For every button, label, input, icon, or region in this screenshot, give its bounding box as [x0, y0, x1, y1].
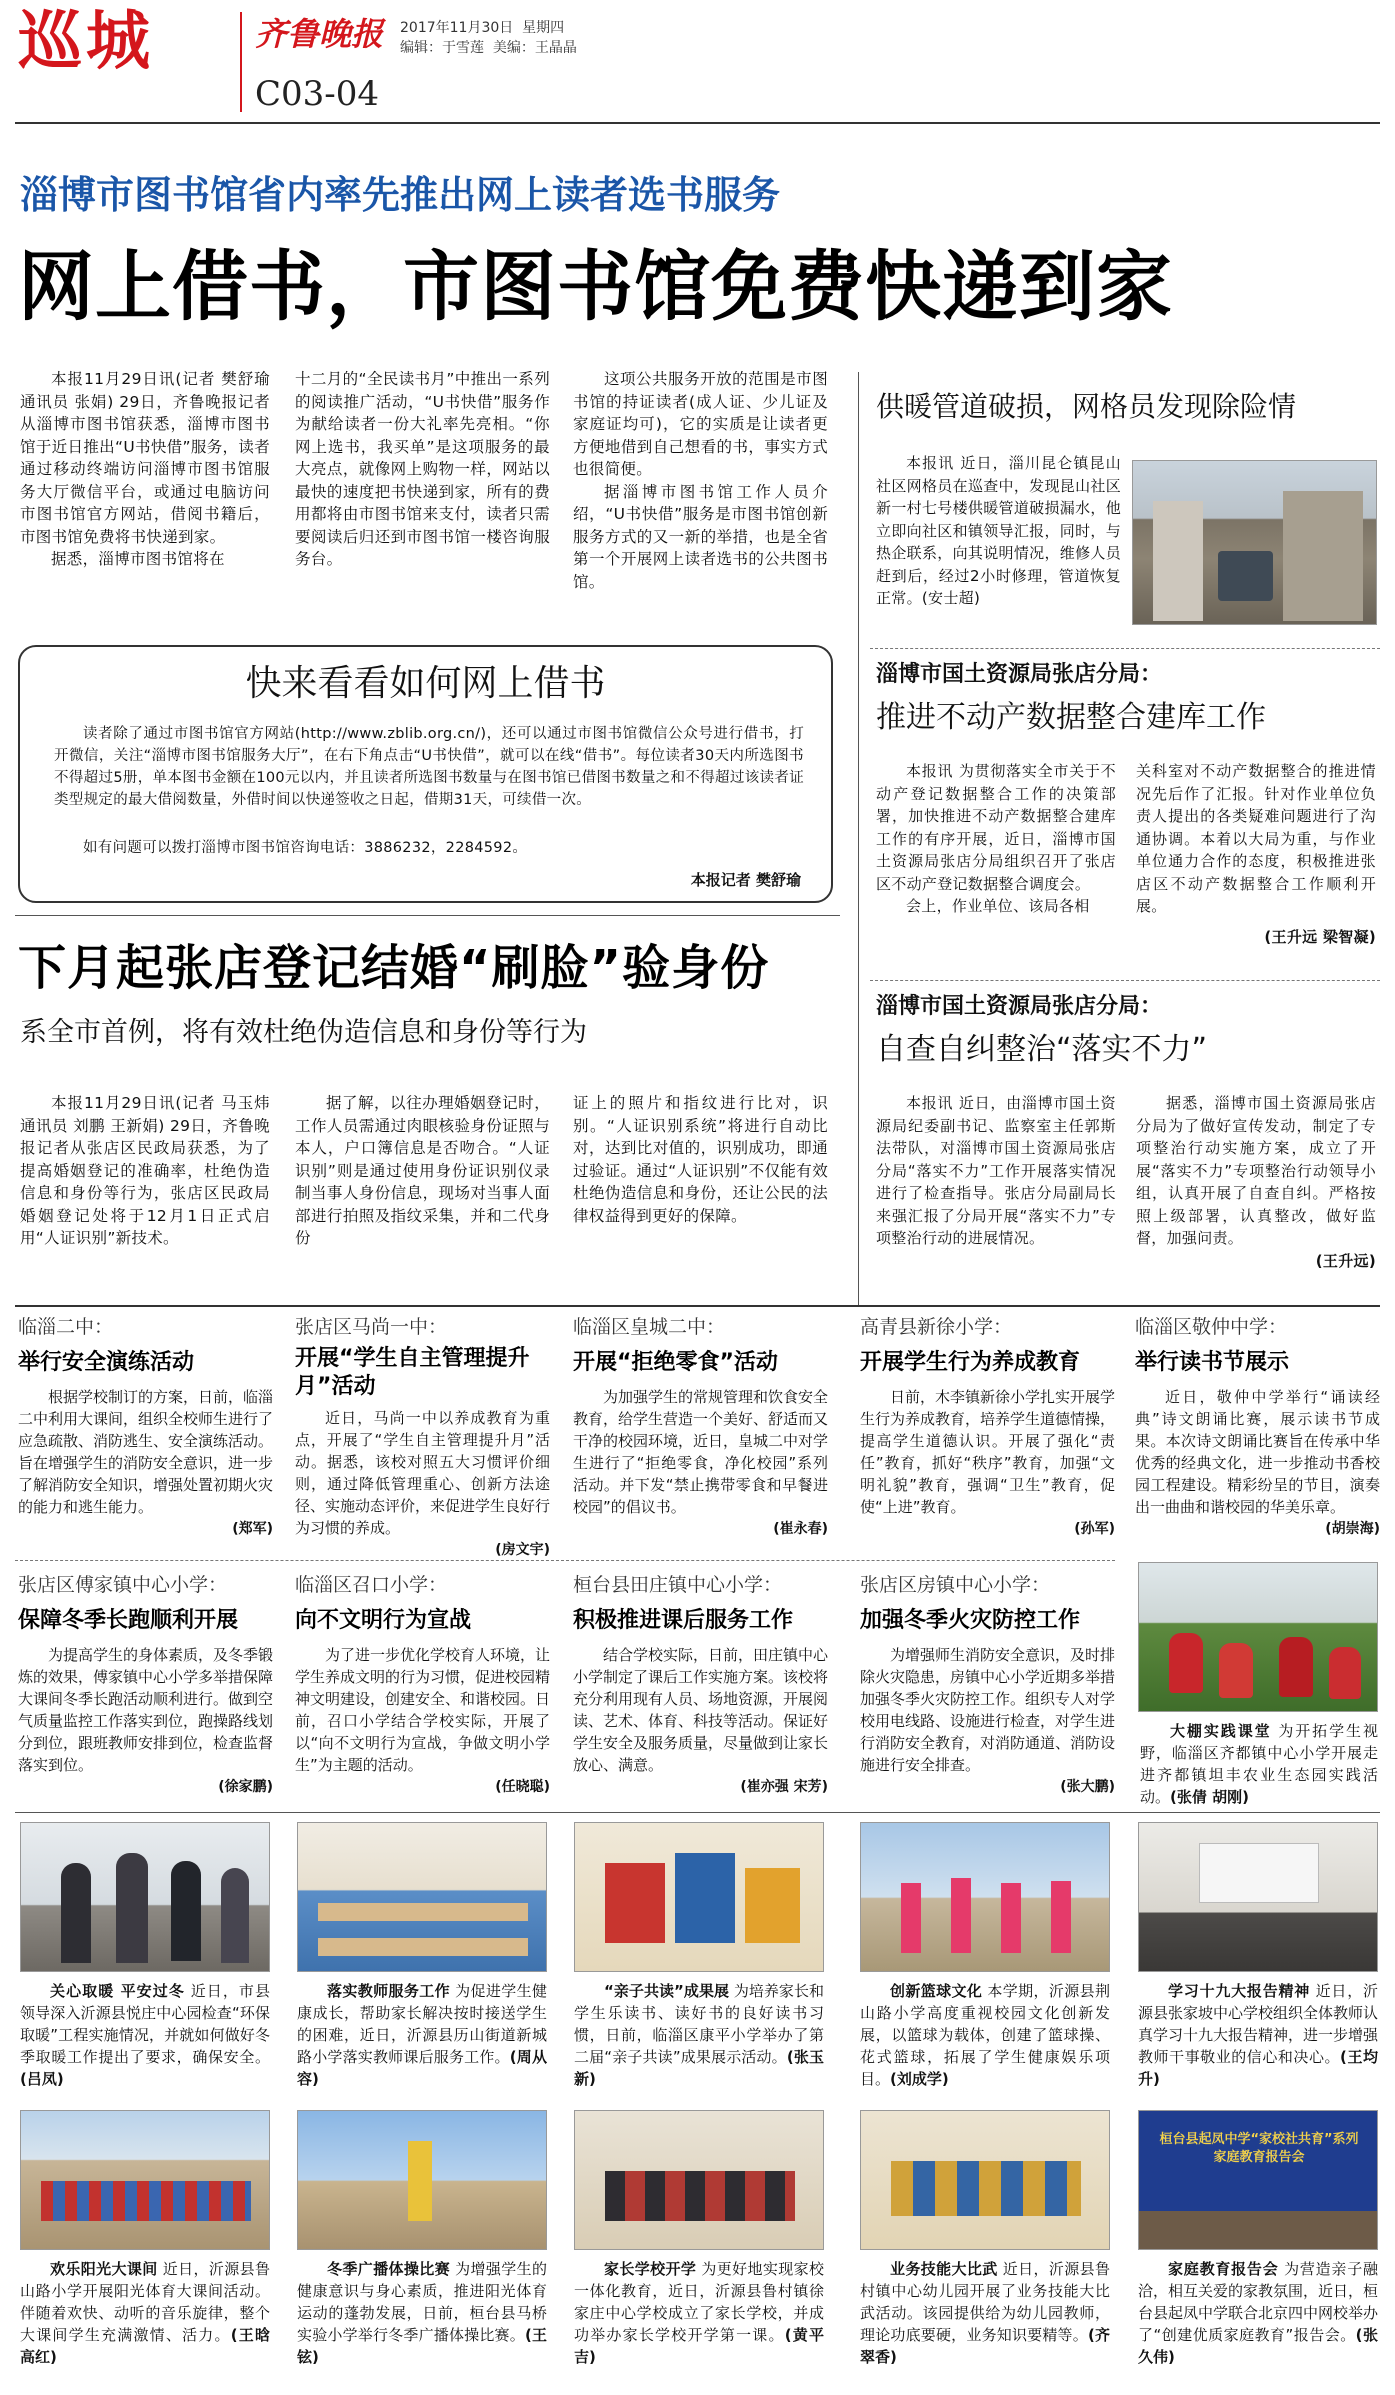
photo-caption-title: 关心取暖 平安过冬 — [50, 1982, 185, 2000]
brief2-col1-text2: 会上，作业单位、该局各相 — [906, 897, 1090, 915]
lead-col2-text: 十二月的“全民读书月”中推出一系列的阅读推广活动，“U书快借”服务作为献给读者一份大礼率先亮相。“你网上选书，我买单”是这项服务的最大亮点，就像网上购物一样，网站以最快的速度把书快递到家，所有的费用都将由市图书馆来支付，读者只需要阅读后归还到市图书馆一楼咨询服务台。 — [295, 370, 550, 568]
photo-caption-body: 为促进学生健康成长，帮助家长解决按时接送学生的困难，近日，沂源县历山街道新城路小学落实教师课后服务工作。 — [297, 1982, 547, 2066]
row1-title: 举行读书节展示 — [1135, 1350, 1290, 1375]
farm-photo — [1138, 1562, 1378, 1712]
photo1-2-caption — [297, 1980, 547, 2090]
photo-caption-body: 近日，沂源县张家坡中心学校组织全体教师认真学习十九大报告精神，进一步增强教师干事敬业的信心和决心。 — [1138, 1982, 1379, 2066]
row1-signature: (房文宇) — [495, 1542, 550, 1558]
row2-title: 加强冬季火灾防控工作 — [860, 1608, 1081, 1633]
row2-school: 桓台县田庄镇中心小学： — [573, 1574, 783, 1596]
photo-caption-title: 家庭教育报告会 — [1168, 2260, 1279, 2278]
photo-caption-body: 为营造亲子融洽，相互关爱的家教氛围，近日，桓台县起凤中学联合北京四中网校举办了“创建优质家庭教育”报告会。 — [1138, 2260, 1379, 2344]
row2-title: 向不文明行为宣战 — [295, 1608, 472, 1633]
lead-headline: 网上借书，市图书馆免费快递到家 — [18, 242, 1173, 331]
row2-school: 张店区傅家镇中心小学： — [18, 1574, 228, 1596]
brief2-col2 — [1136, 760, 1376, 948]
row2-item-1 — [18, 1570, 273, 1796]
row1-item-2 — [295, 1312, 550, 1559]
masthead-info — [400, 18, 577, 58]
photo-caption-signature: (王铉) — [297, 2326, 547, 2366]
photo-caption-body: 为增强学生的健康意识与身心素质，推进阳光体育运动的蓬勃发展，日前，桓台县马桥实验小学举行冬季广播体操比赛。 — [297, 2260, 547, 2344]
row2-body: 结合学校实际，日前，田庄镇中心小学制定了课后工作实施方案。该校将充分利用现有人员、场地资源，开展阅读、艺术、体育、科技等活动。保证好学生安全及服务质量，尽量做到让家长放心、满意。 — [573, 1646, 829, 1774]
row2-school: 临淄区召口小学： — [295, 1574, 448, 1596]
row2-item-3 — [573, 1570, 828, 1796]
photo2-1-caption — [20, 2258, 270, 2368]
row2-title: 保障冬季长跑顺利开展 — [18, 1608, 239, 1633]
row2-item-4 — [860, 1570, 1115, 1796]
lead-col3-text: 这项公共服务开放的范围是市图书馆的持证读者(成人证、少儿证及家庭证均可)，它的实质是让读者更方便地借到自己想看的书，事实方式也很简便。 — [573, 370, 828, 478]
brief3-col2-text: 据悉，淄博市国土资源局张店分局为了做好宣传发动，制定了专项整治行动实施方案，成立了开展“落实不力”专项整治行动领导小组，认真开展了自查自纠。严格按照上级部署，认真整改，做好监督，加强问责。 — [1136, 1094, 1376, 1247]
row1-body: 根据学校制订的方案，日前，临淄二中利用大课间，组织全校师生进行了应急疏散、消防逃生、安全演练活动。旨在增强学生的消防安全意识，进一步了解消防安全知识，增强处置初期火灾的能力和逃生能力。 — [18, 1388, 274, 1516]
row1-body: 近日，敬仲中学举行“诵读经典”诗文朗诵比赛，展示读书节成果。本次诗文朗诵比赛旨在传承中华优秀的经典文化，进一步推动书香校园工程建设。精彩纷呈的节目，演奏出一曲曲和谐校园的华美乐章。 — [1135, 1388, 1380, 1516]
row2-signature: (崔亦强 宋芳) — [740, 1779, 828, 1795]
lead-col3-text2: 据淄博市图书馆工作人员介绍，“U书快借”服务是市图书馆创新服务方式的又一新的举措，也是全省第一个开展网上读者选书的公共图书馆。 — [573, 482, 828, 591]
photo1-5 — [1138, 1822, 1378, 1972]
photo-caption-signature: (张玉新) — [574, 2048, 825, 2088]
photo1-4-caption — [860, 1980, 1110, 2090]
lead-col1 — [20, 368, 270, 571]
brief2-col2-text: 关科室对不动产数据整合的推进情况先后作了汇报。针对作业单位负责人提出的各类疑难问题进行了沟通协调。本着以大局为重，与作业单位通力合作的态度，积极推进张店区不动产数据整合工作顺利开展。 — [1136, 762, 1376, 915]
photo-caption-signature: (周从容) — [297, 2048, 547, 2088]
howto-title: 快来看看如何网上借书 — [245, 663, 606, 704]
photo2-3 — [574, 2110, 824, 2250]
row1-signature: (崔永春) — [773, 1521, 828, 1537]
issue-date: 2017年11月30日 — [400, 20, 514, 36]
brief2-signature: (王升远 梁智凝) — [1264, 927, 1376, 946]
row2-signature: (张大鹏) — [1060, 1779, 1115, 1795]
row1-school: 张店区马尚一中： — [295, 1316, 448, 1338]
photo2-4 — [860, 2110, 1110, 2250]
row1-body: 为加强学生的常规管理和饮食安全教育，给学生营造一个美好、舒适而又干净的校园环境，近日，皇城二中对学生进行了“拒绝零食，净化校园”系列活动。并下发“禁止携带零食和早餐进校园”的倡议书。 — [573, 1388, 829, 1516]
row2-title: 积极推进课后服务工作 — [573, 1608, 794, 1633]
photo-caption-title: “亲子共读”成果展 — [604, 1982, 730, 2000]
brief2-col1-text: 本报讯 为贯彻落实全市关于不动产登记数据整合工作的决策部署，加快推进不动产数据整合建库工作的有序开展，近日，淄博市国土资源局张店分局组织召开了张店区不动产登记数据整合调度会。 — [876, 762, 1116, 893]
section-title: 巡城 — [18, 5, 154, 79]
brief3-col2 — [1136, 1092, 1376, 1272]
photo2-1 — [20, 2110, 270, 2250]
lead-col2 — [295, 368, 550, 571]
photo1-1-caption — [20, 1980, 270, 2090]
story2-subhead: 系全市首例，将有效杜绝伪造信息和身份等行为 — [20, 1017, 587, 1048]
photo-caption-signature: (吕凤) — [20, 2070, 64, 2088]
photo-caption-body: 为培养家长和学生乐读书、读好书的良好读书习惯，日前，临淄区康平小学举办了第二届“亲子共读”成果展示活动。 — [574, 1982, 824, 2066]
row1-school: 高青县新徐小学： — [860, 1316, 1013, 1338]
school-section-rule — [15, 1305, 1380, 1307]
issue-weekday: 星期四 — [522, 20, 565, 36]
row2-rule — [15, 1560, 1115, 1561]
photo1-1 — [20, 1822, 270, 1972]
photo2-4-caption — [860, 2258, 1110, 2368]
brief3-kicker: 淄博市国土资源局张店分局： — [876, 994, 1163, 1019]
photo1-3 — [574, 1822, 824, 1972]
row2-body: 为了进一步优化学校育人环境，让学生养成文明的行为习惯，促进校园精神文明建设，创建安全、和谐校园。日前，召口小学结合学校实际，开展了以“向不文明行为宣战，争做文明小学生”为主题的活动。 — [295, 1646, 551, 1774]
story2-col3: 证上的照片和指纹进行比对，识别。“人证识别系统”将进行自动比对，达到比对值的，识别成功，即通过验证。通过“人证识别”不仅能有效杜绝伪造信息和身份，还让公民的法律权益得到更好的保障。 — [573, 1094, 828, 1225]
page-number: C03-04 — [255, 74, 380, 114]
lead-col3 — [573, 368, 828, 593]
row1-item-3 — [573, 1312, 828, 1538]
row2-signature: (徐家鹏) — [218, 1779, 273, 1795]
paper-logo: 齐鲁晚报 — [255, 15, 384, 53]
photo-caption-signature: (王均升) — [1138, 2048, 1378, 2088]
photo-caption-body: 近日，市县领导深入沂源县悦庄中心园检查“环保取暖”工程实施情况，并就如何做好冬季取暖工作提出了要求，确保安全。 — [20, 1982, 270, 2066]
story2-rule — [15, 915, 840, 916]
row1-title: 举行安全演练活动 — [18, 1350, 195, 1375]
photo-row1-rule — [15, 1812, 1380, 1813]
photo2-2-caption — [297, 2258, 547, 2368]
row2-body: 为增强师生消防安全意识，及时排除火灾隐患，房镇中心小学近期多举措加强冬季火灾防控工作。组织专人对学校用电线路、设施进行检查，对学生进行消防安全教育，对消防通道、消防设施进行安全排查。 — [860, 1646, 1116, 1774]
lead-col1-text2: 据悉，淄博市图书馆将在 — [51, 550, 225, 568]
row2-body: 为提高学生的身体素质，及冬季锻炼的效果，傅家镇中心小学多举措保障大课间冬季长跑活动顺利进行。做到空气质量监控工作落实到位，跑操路线划分到位，跟班教师安排到位，检查监督落实到位。 — [18, 1646, 274, 1774]
lead-kicker: 淄博市图书馆省内率先推出网上读者选书服务 — [20, 173, 781, 217]
row1-school: 临淄二中： — [18, 1316, 114, 1338]
row2-signature: (任晓聪) — [495, 1779, 550, 1795]
editor-credit: 编辑：于雪莲 — [400, 40, 484, 56]
row1-title: 开展学生行为养成教育 — [860, 1350, 1081, 1375]
row2-item-2 — [295, 1570, 550, 1796]
lecture-banner: 桓台县起凤中学“家校社共育”系列家庭教育报告会 — [1159, 2132, 1359, 2165]
photo-caption-signature: (王晗 高红) — [20, 2326, 270, 2366]
farm-caption-body: 为开拓学生视野，临淄区齐都镇中心小学开展走进齐都镇坦丰农业生态园实践活动。 — [1140, 1722, 1378, 1806]
photo-caption-signature: (齐翠香) — [860, 2326, 1110, 2366]
story2-headline: 下月起张店登记结婚“刷脸”验身份 — [18, 940, 770, 996]
row1-body: 日前，木李镇新徐小学扎实开展学生行为养成教育，培养学生道德情操，提高学生道德认识。开展了强化“责任”教育，抓好“秩序”教育，加强“文明礼貌”教育，强调“卫生”教育，促使“上进”教育。 — [860, 1388, 1116, 1516]
photo-caption-signature: (张久伟) — [1138, 2326, 1379, 2366]
photo-caption-signature: (黄平吉) — [574, 2326, 824, 2366]
photo2-5-caption — [1138, 2258, 1378, 2368]
photo2-3-caption — [574, 2258, 824, 2368]
row1-item-1 — [18, 1312, 273, 1538]
photo1-2 — [297, 1822, 547, 1972]
row1-title: 开展“学生自主管理提升月”活动 — [295, 1346, 530, 1399]
photo-caption-title: 家长学校开学 — [604, 2260, 697, 2278]
row1-school: 临淄区皇城二中： — [573, 1316, 726, 1338]
photo-caption-body: 本学期，沂源县荆山路小学高度重视校园文化创新发展，以篮球为载体，创建了篮球操、花式篮球，拓展了学生健康娱乐项目。 — [860, 1982, 1110, 2088]
brief1-photo — [1132, 460, 1377, 625]
row2-school: 张店区房镇中心小学： — [860, 1574, 1051, 1596]
brief2-title: 推进不动产数据整合建库工作 — [876, 700, 1266, 735]
photo2-5 — [1138, 2110, 1378, 2250]
photo-caption-title: 冬季广播体操比赛 — [327, 2260, 450, 2278]
row1-body: 近日，马尚一中以养成教育为重点，开展了“学生自主管理提升月”活动。据悉，该校对照五大习惯评价细则，通过降低管理重心、创新方法途径、实施动态评价，来促进学生良好行为习惯的养成。 — [295, 1409, 551, 1537]
photo-caption-title: 业务技能大比武 — [890, 2260, 998, 2278]
brief1-title: 供暖管道破损，网格员发现除险情 — [876, 390, 1297, 423]
row1-item-5 — [1135, 1312, 1380, 1538]
brief3-title: 自查自纠整治“落实不力” — [876, 1032, 1208, 1067]
brief1-body: 本报讯 近日，淄川昆仑镇昆山社区网格员在巡查中，发现昆山社区新一村七号楼供暖管道破损漏水，他立即向社区和镇领导汇报，同时，与热企联系，向其说明情况，维修人员赶到后，经过2小时修理，管道恢复正常。(安士超) — [876, 454, 1121, 607]
farm-caption-title: 大棚实践课堂 — [1170, 1722, 1272, 1740]
lead-col1-text: 本报11月29日讯(记者 樊舒瑜 通讯员 张娟) 29日，齐鲁晚报记者从淄博市图书馆获悉，淄博市图书馆于近日推出“U书快借”服务，读者通过移动终端访问淄博市图书馆服务大厅微信平台，或通过电脑访问市图书馆官方网站，借阅书籍后，市图书馆免费将书快递到家。 — [20, 370, 270, 546]
brief3-col1: 本报讯 近日，由淄博市国土资源局纪委副书记、监察室主任郭斯法带队，对淄博市国土资源局张店分局“落实不力”工作开展落实情况进行了检查指导。张店分局副局长来强汇报了分局开展“落实不力”专项整治行动的进展情况。 — [876, 1094, 1116, 1247]
howto-contact: 如有问题可以拨打淄博市图书馆咨询电话：3886232，2284592。 — [83, 840, 528, 856]
photo-caption-body: 近日，沂源县鲁村镇中心幼儿园开展了业务技能大比武活动。该园提供给为幼儿园教师，理论功底要硬，业务知识要精等。 — [860, 2260, 1110, 2344]
row1-signature: (孙军) — [1074, 1521, 1115, 1537]
masthead-divider — [240, 12, 242, 112]
row1-item-4 — [860, 1312, 1115, 1538]
photo1-5-caption — [1138, 1980, 1378, 2090]
photo-caption-body: 近日，沂源县鲁山路小学开展阳光体育大课间活动。伴随着欢快、动听的音乐旋律，整个大课间学生充满激情、活力。 — [20, 2260, 270, 2344]
howto-body: 读者除了通过市图书馆官方网站(http://www.zblib.org.cn/)，还可以通过市图书馆微信公众号进行借书，打开微信，关注“淄博市图书馆服务大厅”，在右下角点击“U书快借”，就可以在线“借书”。每位读者30天内所选图书不得超过5册，单本图书金额在100元以内，并且读者所选图书数量与在图书馆已借图书数量之和不得超过该读者证类型规定的最大借阅数量，外借时间以快递签收之日起，借期31天，可续借一次。 — [54, 726, 804, 808]
right-column-rule — [858, 372, 859, 1307]
photo-caption-title: 创新篮球文化 — [890, 1982, 983, 2000]
row1-title: 开展“拒绝零食”活动 — [573, 1350, 778, 1375]
designer-credit: 美编：王晶晶 — [492, 40, 577, 56]
photo-caption-title: 学习十九大报告精神 — [1168, 1982, 1311, 2000]
masthead-rule — [15, 122, 1380, 124]
photo-caption-title: 欢乐阳光大课间 — [50, 2260, 158, 2278]
photo1-4 — [860, 1822, 1110, 1972]
howto-box — [18, 645, 833, 903]
farm-caption — [1140, 1720, 1378, 1808]
row1-school: 临淄区敬仲中学： — [1135, 1316, 1288, 1338]
farm-caption-signature: (张倩 胡刚) — [1170, 1788, 1249, 1806]
row1-signature: (郑军) — [232, 1521, 273, 1537]
row1-signature: (胡崇海) — [1325, 1521, 1380, 1537]
story2-col1: 本报11月29日讯(记者 马玉炜 通讯员 刘鹏 王新娟) 29日，齐鲁晚报记者从张店区民政局获悉，为了提高婚姻登记的准确率，杜绝伪造信息和身份等行为，张店区民政局婚姻登记处将于12月1日正式启用“人证识别”新技术。 — [20, 1094, 270, 1247]
photo1-3-caption — [574, 1980, 824, 2090]
story2-col2: 据了解，以往办理婚姻登记时，工作人员需通过肉眼核验身份证照与本人，户口簿信息是否吻合。“人证识别”则是通过使用身份证识别仪录制当事人身份信息，现场对当事人面部进行拍照及指纹采集，并和二代身份 — [295, 1094, 550, 1247]
photo-caption-signature: (刘成学) — [890, 2070, 949, 2088]
howto-signature: 本报记者 樊舒瑜 — [690, 871, 801, 889]
brief2-kicker: 淄博市国土资源局张店分局： — [876, 662, 1163, 687]
brief3-signature: (王升远) — [1315, 1251, 1376, 1270]
photo-caption-body: 为更好地实现家校一体化教育，近日，沂源县鲁村镇徐家庄中心学校成立了家长学校，并成功举办家长学校开学第一课。 — [574, 2260, 824, 2344]
brief2-rule — [870, 648, 1380, 649]
photo-caption-title: 落实教师服务工作 — [327, 1982, 450, 2000]
brief2-col1 — [876, 760, 1116, 918]
brief3-rule — [870, 980, 1380, 981]
photo2-2 — [297, 2110, 547, 2250]
